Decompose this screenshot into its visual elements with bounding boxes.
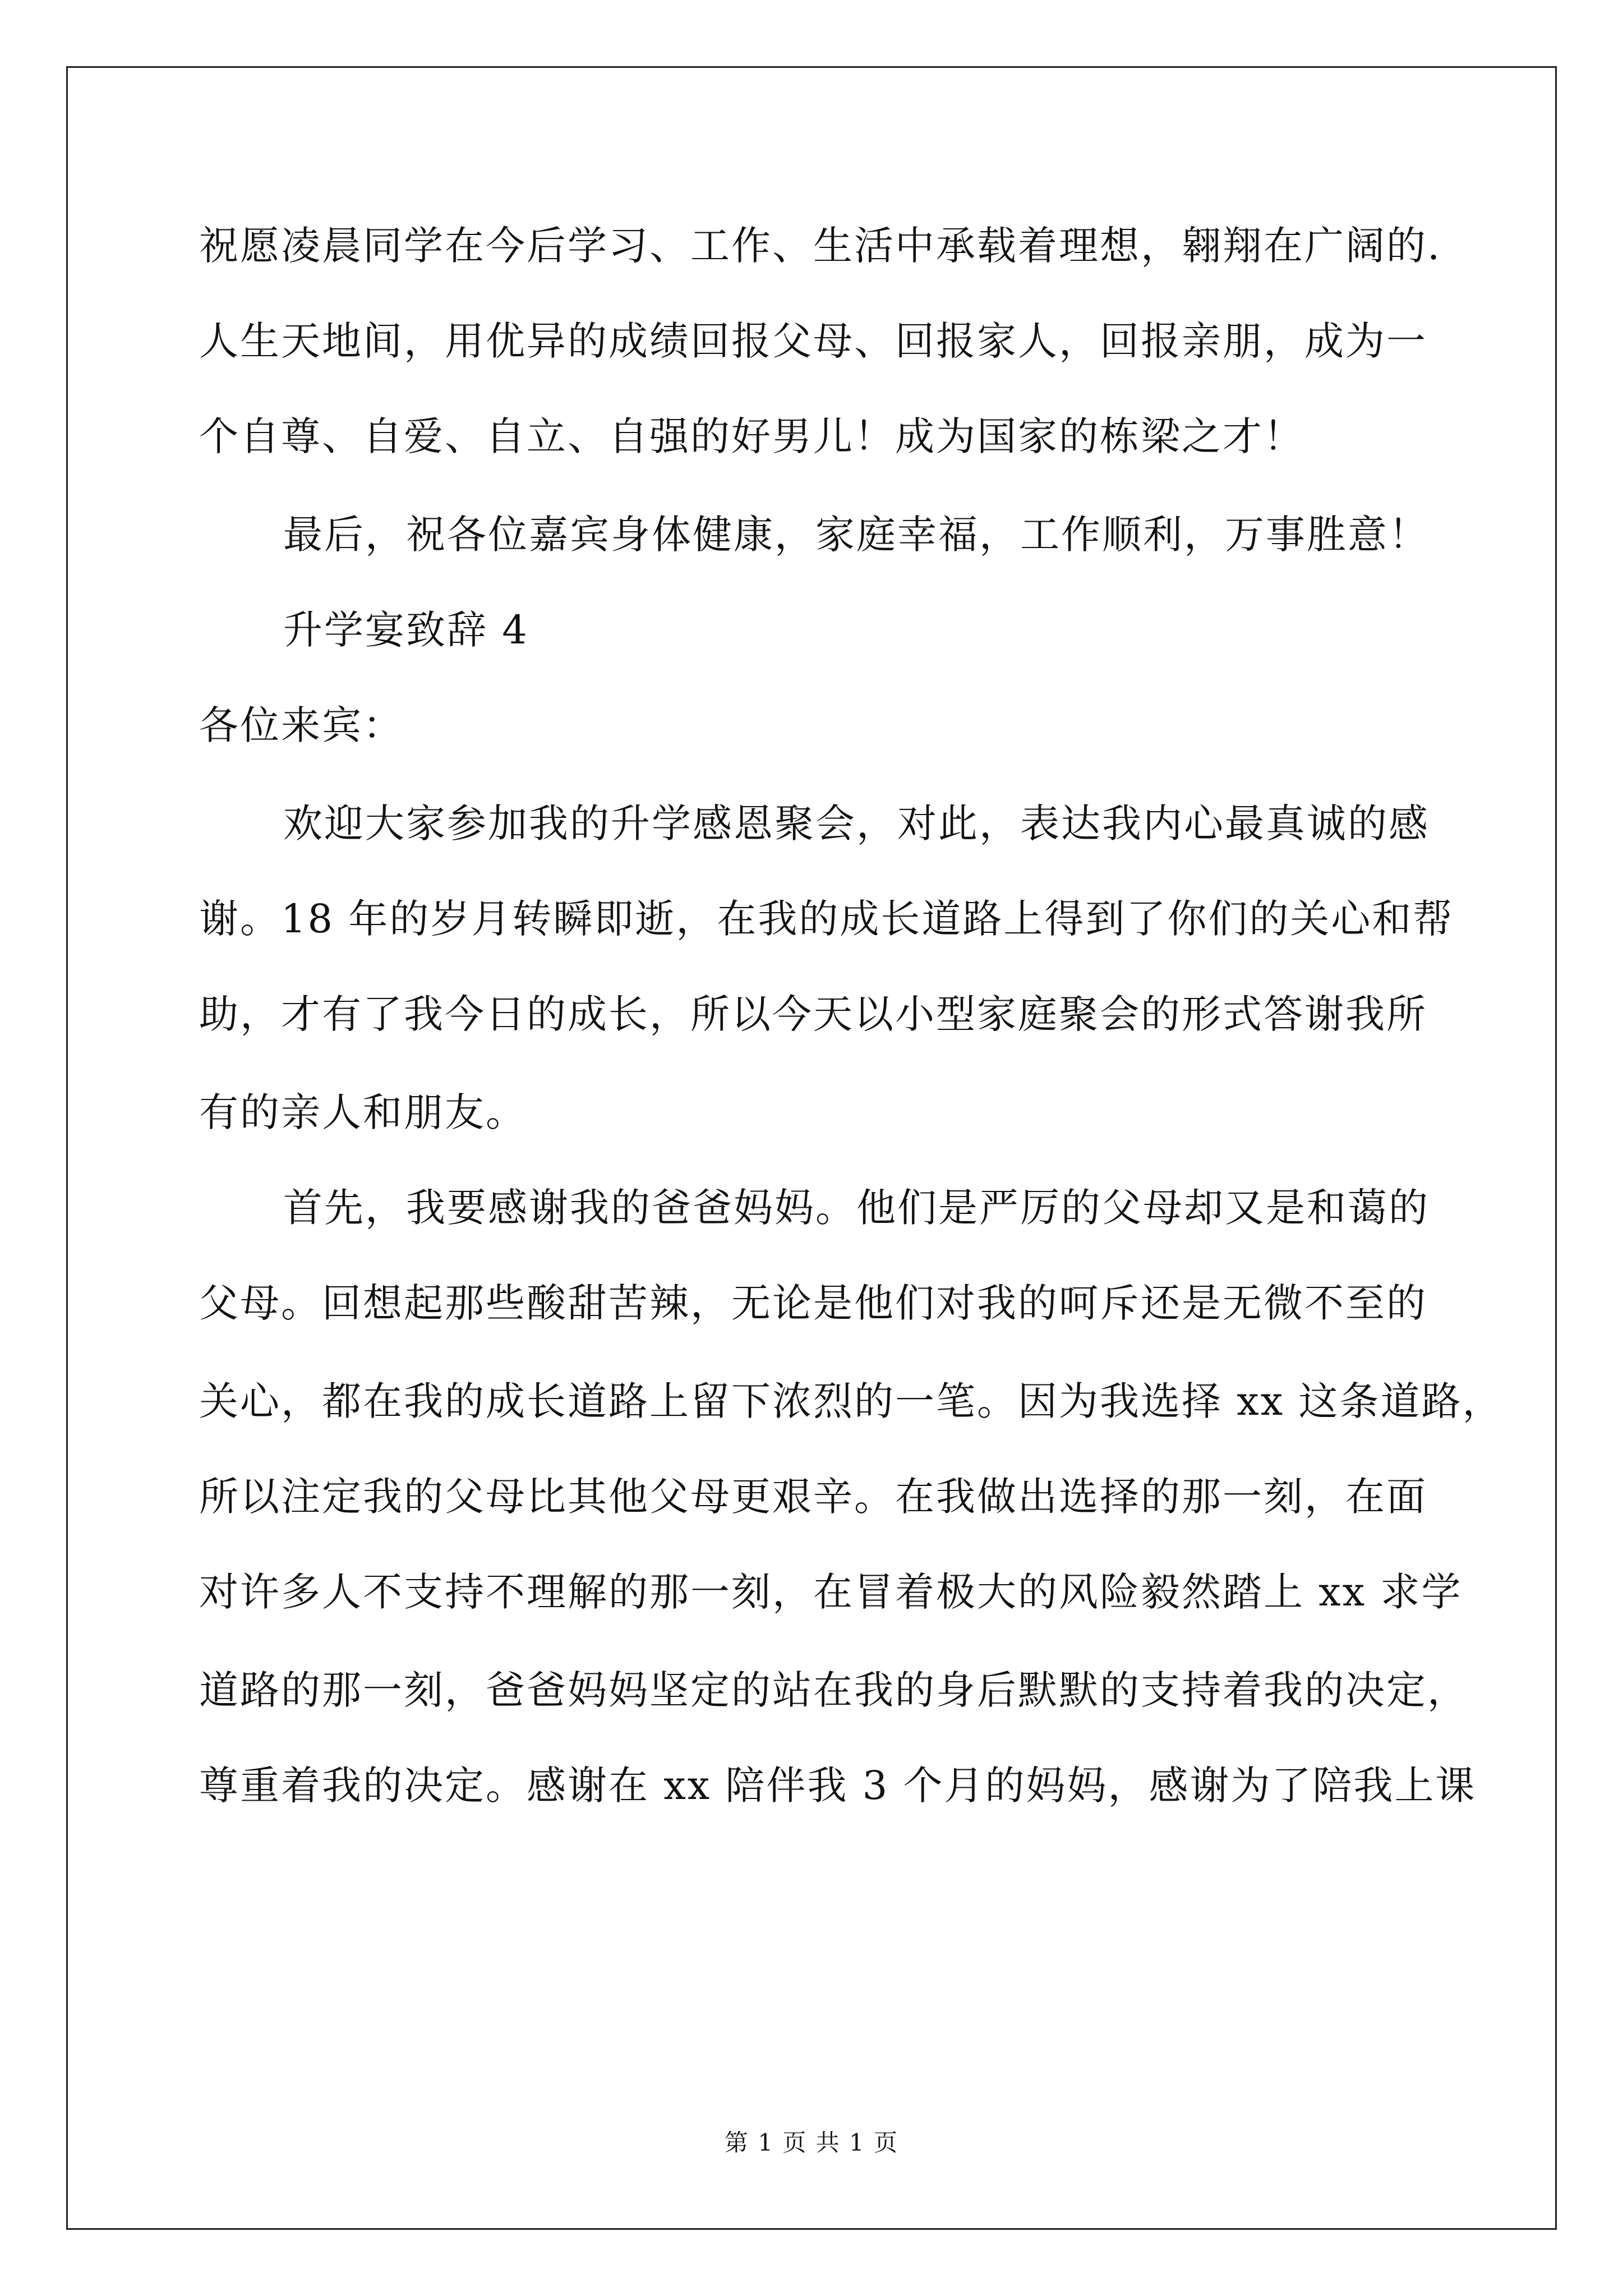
text-line: 首先，我要感谢我的爸爸妈妈。他们是严厉的父母却又是和蔼的	[283, 1185, 1430, 1231]
text-line: 助，才有了我今日的成长，所以今天以小型家庭聚会的形式答谢我所	[199, 991, 1427, 1037]
text-line: 有的亲人和朋友。	[199, 1089, 527, 1135]
text-line: 个自尊、自爱、自立、自强的好男儿！成为国家的栋梁之才！	[199, 413, 1304, 459]
page-border	[66, 66, 1557, 2230]
page-footer: 第 1 页 共 1 页	[724, 2129, 899, 2156]
text-line: 道路的那一刻，爸爸妈妈坚定的站在我的身后默默的支持着我的决定，	[199, 1667, 1468, 1713]
text-line: 所以注定我的父母比其他父母更艰辛。在我做出选择的那一刻，在面	[199, 1474, 1427, 1520]
text-line: 对许多人不支持不理解的那一刻，在冒着极大的风险毅然踏上 xx 求学	[199, 1569, 1463, 1615]
text-line: 关心，都在我的成长道路上留下浓烈的一笔。因为我选择 xx 这条道路，	[199, 1378, 1504, 1424]
text-line: 欢迎大家参加我的升学感恩聚会，对此，表达我内心最真诚的感	[283, 800, 1430, 846]
text-line: 尊重着我的决定。感谢在 xx 陪伴我 3 个月的妈妈，感谢为了陪我上课	[199, 1763, 1477, 1809]
text-line: 谢。18 年的岁月转瞬即逝，在我的成长道路上得到了你们的关心和帮	[199, 896, 1454, 942]
text-line: 最后，祝各位嘉宾身体健康，家庭幸福，工作顺利，万事胜意！	[283, 512, 1430, 558]
salutation: 各位来宾：	[199, 702, 404, 748]
section-heading: 升学宴致辞 4	[283, 607, 529, 653]
text-line: 祝愿凌晨同学在今后学习、工作、生活中承载着理想，翱翔在广阔的.	[199, 223, 1442, 269]
text-line: 人生天地间，用优异的成绩回报父母、回报家人，回报亲朋，成为一	[199, 318, 1427, 364]
text-line: 父母。回想起那些酸甜苦辣，无论是他们对我的呵斥还是无微不至的	[199, 1280, 1427, 1326]
